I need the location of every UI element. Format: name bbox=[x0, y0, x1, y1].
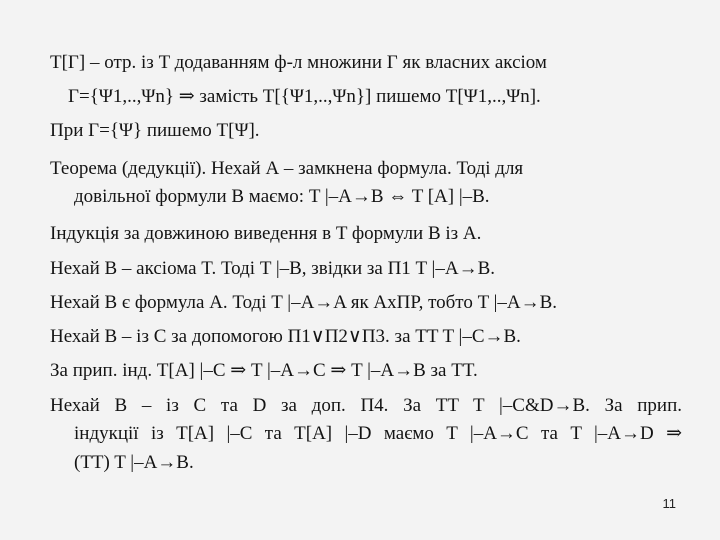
proof-line-2: Нехай В – аксіома T. Тоді T |–В, звідки за П1 T |–A→B. bbox=[50, 258, 495, 279]
proof-line-1: Індукція за довжиною виведення в T формули В із А. bbox=[50, 223, 482, 244]
proof-line-4: Нехай В – із С за допомогою П1∨П2∨П3. за TT T |–С→B. bbox=[50, 326, 521, 347]
theorem-line-2: довільної формули В маємо: T |–A→B ⇔ T [A] |–B. bbox=[74, 186, 490, 207]
proof-line-3: Нехай В є формула А. Тоді T |–A→A як AxПР, тобто T |–A→B. bbox=[50, 292, 558, 313]
theorem-line-1: Теорема (дедукції). Нехай А – замкнена формула. Тоді для bbox=[50, 158, 524, 179]
page-number: 11 bbox=[662, 496, 676, 511]
text-line-1: T[Г] – отр. із T додаванням ф-л множини Г як власних аксіом bbox=[50, 52, 547, 73]
proof-line-6: Нехай B – із C та D за доп. П4. За TT T |–C&D→B. За прип. bbox=[50, 395, 682, 416]
proof-line-7: індукції із T[A] |–C та T[A] |–D маємо T |–A→C та T |–A→D ⇒ bbox=[74, 423, 682, 444]
text-line-3: При Г={Ψ} пишемо T[Ψ]. bbox=[50, 120, 260, 141]
proof-line-5: За прип. інд. T[A] |–С ⇒ T |–A→С ⇒ T |–A→B за TT. bbox=[50, 360, 478, 381]
proof-line-8: (TT) T |–A→B. bbox=[74, 452, 194, 473]
text-line-2: Г={Ψ1,..,Ψn} ⇒ замість T[{Ψ1,..,Ψn}] пишемо T[Ψ1,..,Ψn]. bbox=[68, 86, 541, 107]
